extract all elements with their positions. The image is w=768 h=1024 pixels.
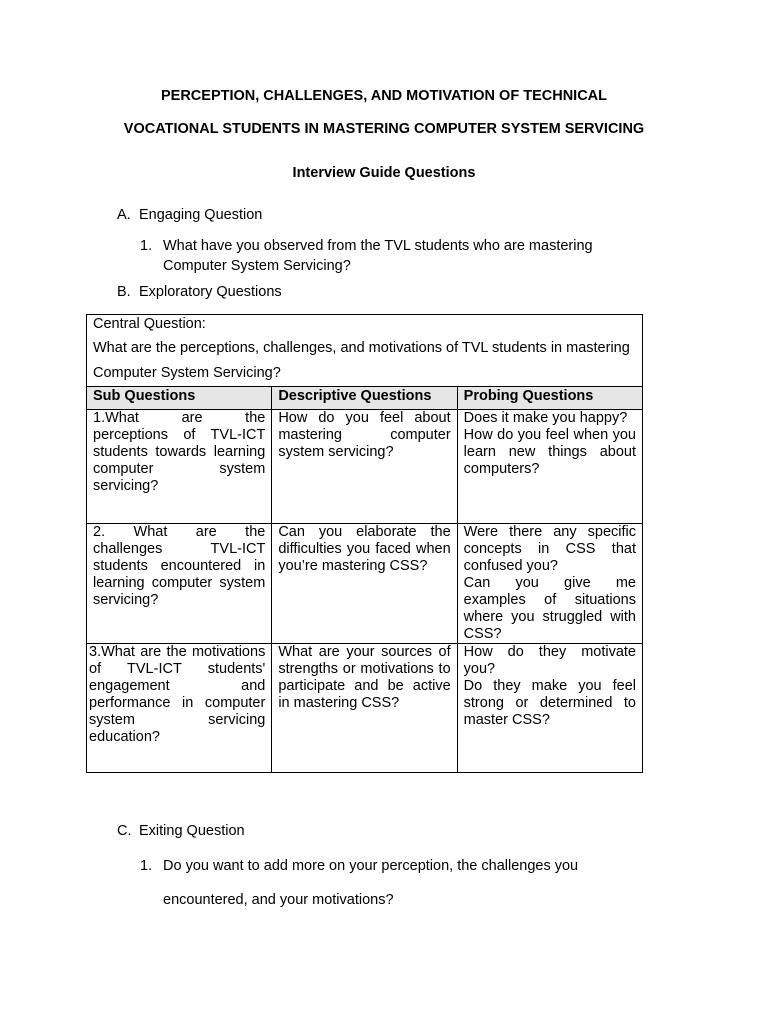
header-descriptive-questions: Descriptive Questions: [272, 387, 457, 410]
table-row: [87, 410, 643, 524]
section-c-item-1-line-2: encountered, and your motivations?: [163, 892, 394, 908]
descriptive-question-cell: What are your sources of strengths or motivations to participate and be active in mastering CSS?: [272, 644, 457, 773]
central-question-text: What are the perceptions, challenges, and motivations of TVL students in mastering Computer System Servicing?: [93, 340, 630, 381]
probing-question-2: How do you feel when you learn new things about computers?: [463, 427, 636, 477]
sub-question-cell: 3.What are the motivations of TVL-ICT students' engagement and performance in computer system servicing education?: [87, 644, 272, 773]
probing-question-1: How do they motivate you?: [463, 644, 636, 677]
probing-question-2: Can you give me examples of situations where you struggled with CSS?: [463, 575, 636, 642]
section-a-label: Engaging Question: [139, 207, 263, 223]
document-title-line-1: PERCEPTION, CHALLENGES, AND MOTIVATION OF TECHNICAL: [160, 88, 607, 104]
descriptive-question-cell: How do you feel about mastering computer system servicing?: [272, 410, 457, 524]
table-header-row: [87, 387, 643, 410]
section-c-item-1-line-1: Do you want to add more on your perception, the challenges you: [163, 858, 579, 874]
probing-question-1: Were there any specific concepts in CSS that confused you?: [463, 524, 636, 574]
section-c-letter: C.: [117, 823, 132, 839]
central-question-row: [87, 315, 643, 387]
header-probing-questions: Probing Questions: [457, 387, 642, 410]
section-c-item-1-number: 1.: [140, 858, 153, 874]
section-a-heading: [117, 207, 262, 223]
section-a-letter: A.: [117, 207, 131, 223]
sub-question-cell: 2. What are the challenges TVL-ICT students encountered in learning computer system servicing?: [87, 524, 272, 644]
section-a-item-1-line-1: What have you observed from the TVL students who are mastering: [163, 238, 593, 254]
section-a-item-1-number: 1.: [140, 238, 153, 254]
document-title-line-2: VOCATIONAL STUDENTS IN MASTERING COMPUTER SYSTEM SERVICING: [123, 121, 645, 137]
table-row: [87, 644, 643, 773]
probing-question-cell: [457, 410, 642, 524]
table-row: [87, 524, 643, 644]
section-b-label: Exploratory Questions: [139, 284, 282, 300]
probing-question-1: Does it make you happy?: [463, 410, 628, 426]
interview-guide-table: [86, 314, 643, 773]
section-c-label: Exiting Question: [139, 823, 245, 839]
header-sub-questions: Sub Questions: [87, 387, 272, 410]
probing-question-2: Do they make you feel strong or determined to master CSS?: [463, 678, 636, 728]
sub-question-cell: 1.What are the perceptions of TVL-ICT students towards learning computer system servicing?: [87, 410, 272, 524]
central-question-label: Central Question:: [93, 316, 206, 332]
document-subtitle: Interview Guide Questions: [292, 165, 476, 181]
section-c-heading: [117, 823, 245, 839]
probing-question-cell: [457, 524, 642, 644]
section-b-letter: B.: [117, 284, 131, 300]
probing-question-cell: [457, 644, 642, 773]
section-b-heading: [117, 284, 282, 300]
descriptive-question-cell: Can you elaborate the difficulties you faced when you’re mastering CSS?: [272, 524, 457, 644]
central-question-cell: [87, 315, 643, 387]
section-a-item-1-line-2: Computer System Servicing?: [163, 258, 351, 274]
